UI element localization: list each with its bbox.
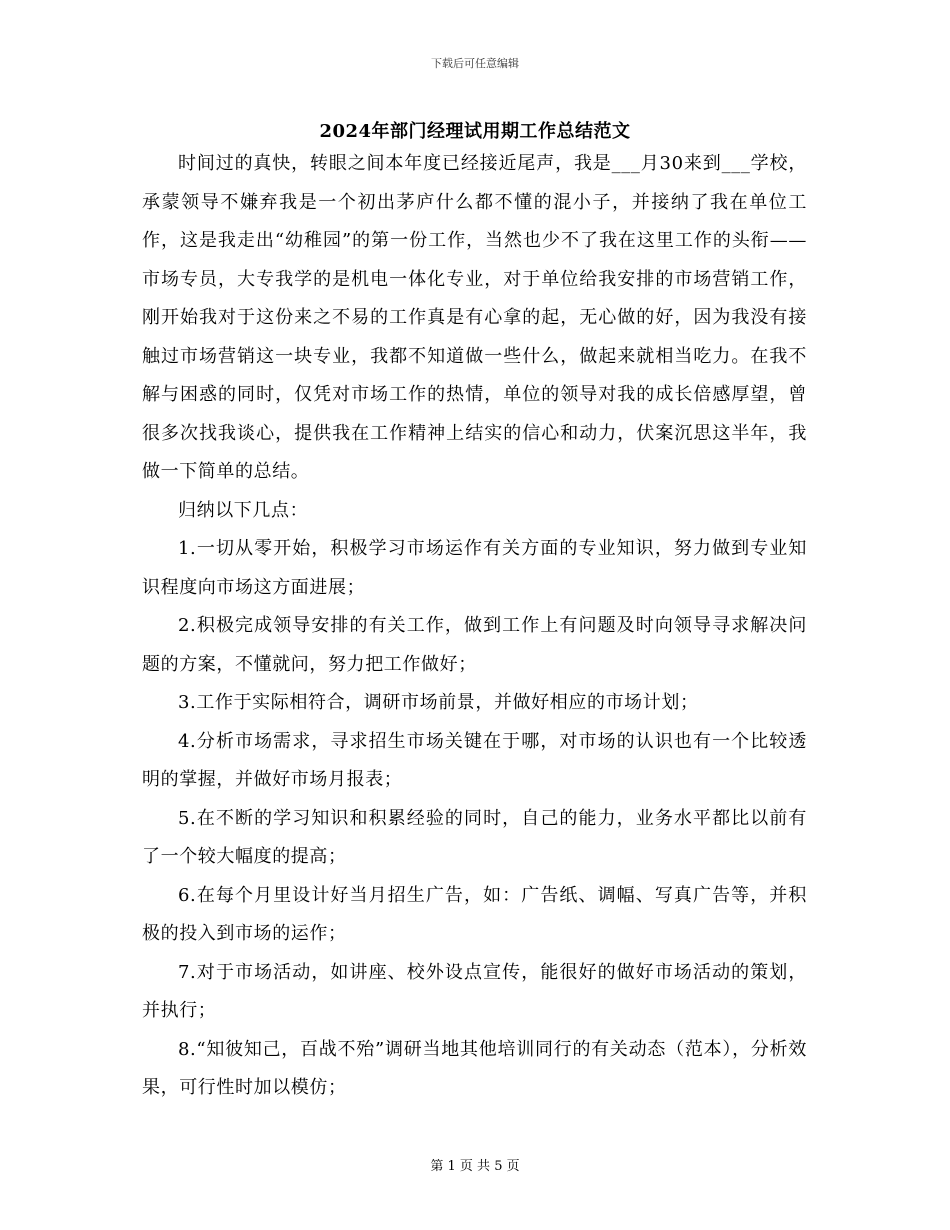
page-header-note: 下载后可任意编辑	[431, 57, 519, 70]
paragraph-intro: 时间过的真快，转眼之间本年度已经接近尾声，我是___月30来到___学校，承蒙领导不嫌弃我是一个初出茅庐什么都不懂的混小子，并接纳了我在单位工作，这是我走出“幼稚园”的第一份工作，当然也少不了我在这里工作的头衔——市场专员，大专我学的是机电一体化专业，对于单位给我安排的市场营销工作，刚开始我对于这份来之不易的工作真是有心拿的起，无心做的好，因为我没有接触过市场营销这一块专业，我都不知道做一些什么，做起来就相当吃力。在我不解与困惑的同时，仅凭对市场工作的热情，单位的领导对我的成长倍感厚望，曾很多次找我谈心，提供我在工作精神上结实的信心和动力，伏案沉思这半年，我做一下简单的总结。	[142, 153, 807, 482]
paragraph-point-3: 3.工作于实际相符合，调研市场前景，并做好相应的市场计划；	[178, 692, 699, 713]
paragraph-point-7: 7.对于市场活动，如讲座、校外设点宣传，能很好的做好市场活动的策划，并执行；	[142, 961, 807, 1021]
document-body	[142, 145, 807, 1108]
paragraph-summary-lead: 归纳以下几点：	[178, 499, 309, 521]
paragraph-point-5: 5.在不断的学习知识和积累经验的同时，自己的能力，业务水平都比以前有了一个较大幅度的提高；	[142, 807, 807, 867]
document-title: 2024年部门经理试用期工作总结范文	[319, 121, 631, 142]
paragraph-point-6: 6.在每个月里设计好当月招生广告，如：广告纸、调幅、写真广告等，并积极的投入到市场的运作；	[142, 884, 807, 944]
paragraph-point-4: 4.分析市场需求，寻求招生市场关键在于哪，对市场的认识也有一个比较透明的掌握，并做好市场月报表；	[142, 730, 807, 790]
paragraph-point-1: 1.一切从零开始，积极学习市场运作有关方面的专业知识，努力做到专业知识程度向市场这方面进展；	[142, 538, 807, 598]
page-number: 第 1 页 共 5 页	[430, 1159, 520, 1174]
paragraph-point-8: 8.“知彼知己，百战不殆”调研当地其他培训同行的有关动态（范本），分析效果，可行性时加以模仿；	[142, 1038, 807, 1098]
paragraph-point-2: 2.积极完成领导安排的有关工作，做到工作上有问题及时向领导寻求解决问题的方案，不懂就问，努力把工作做好；	[142, 615, 807, 675]
